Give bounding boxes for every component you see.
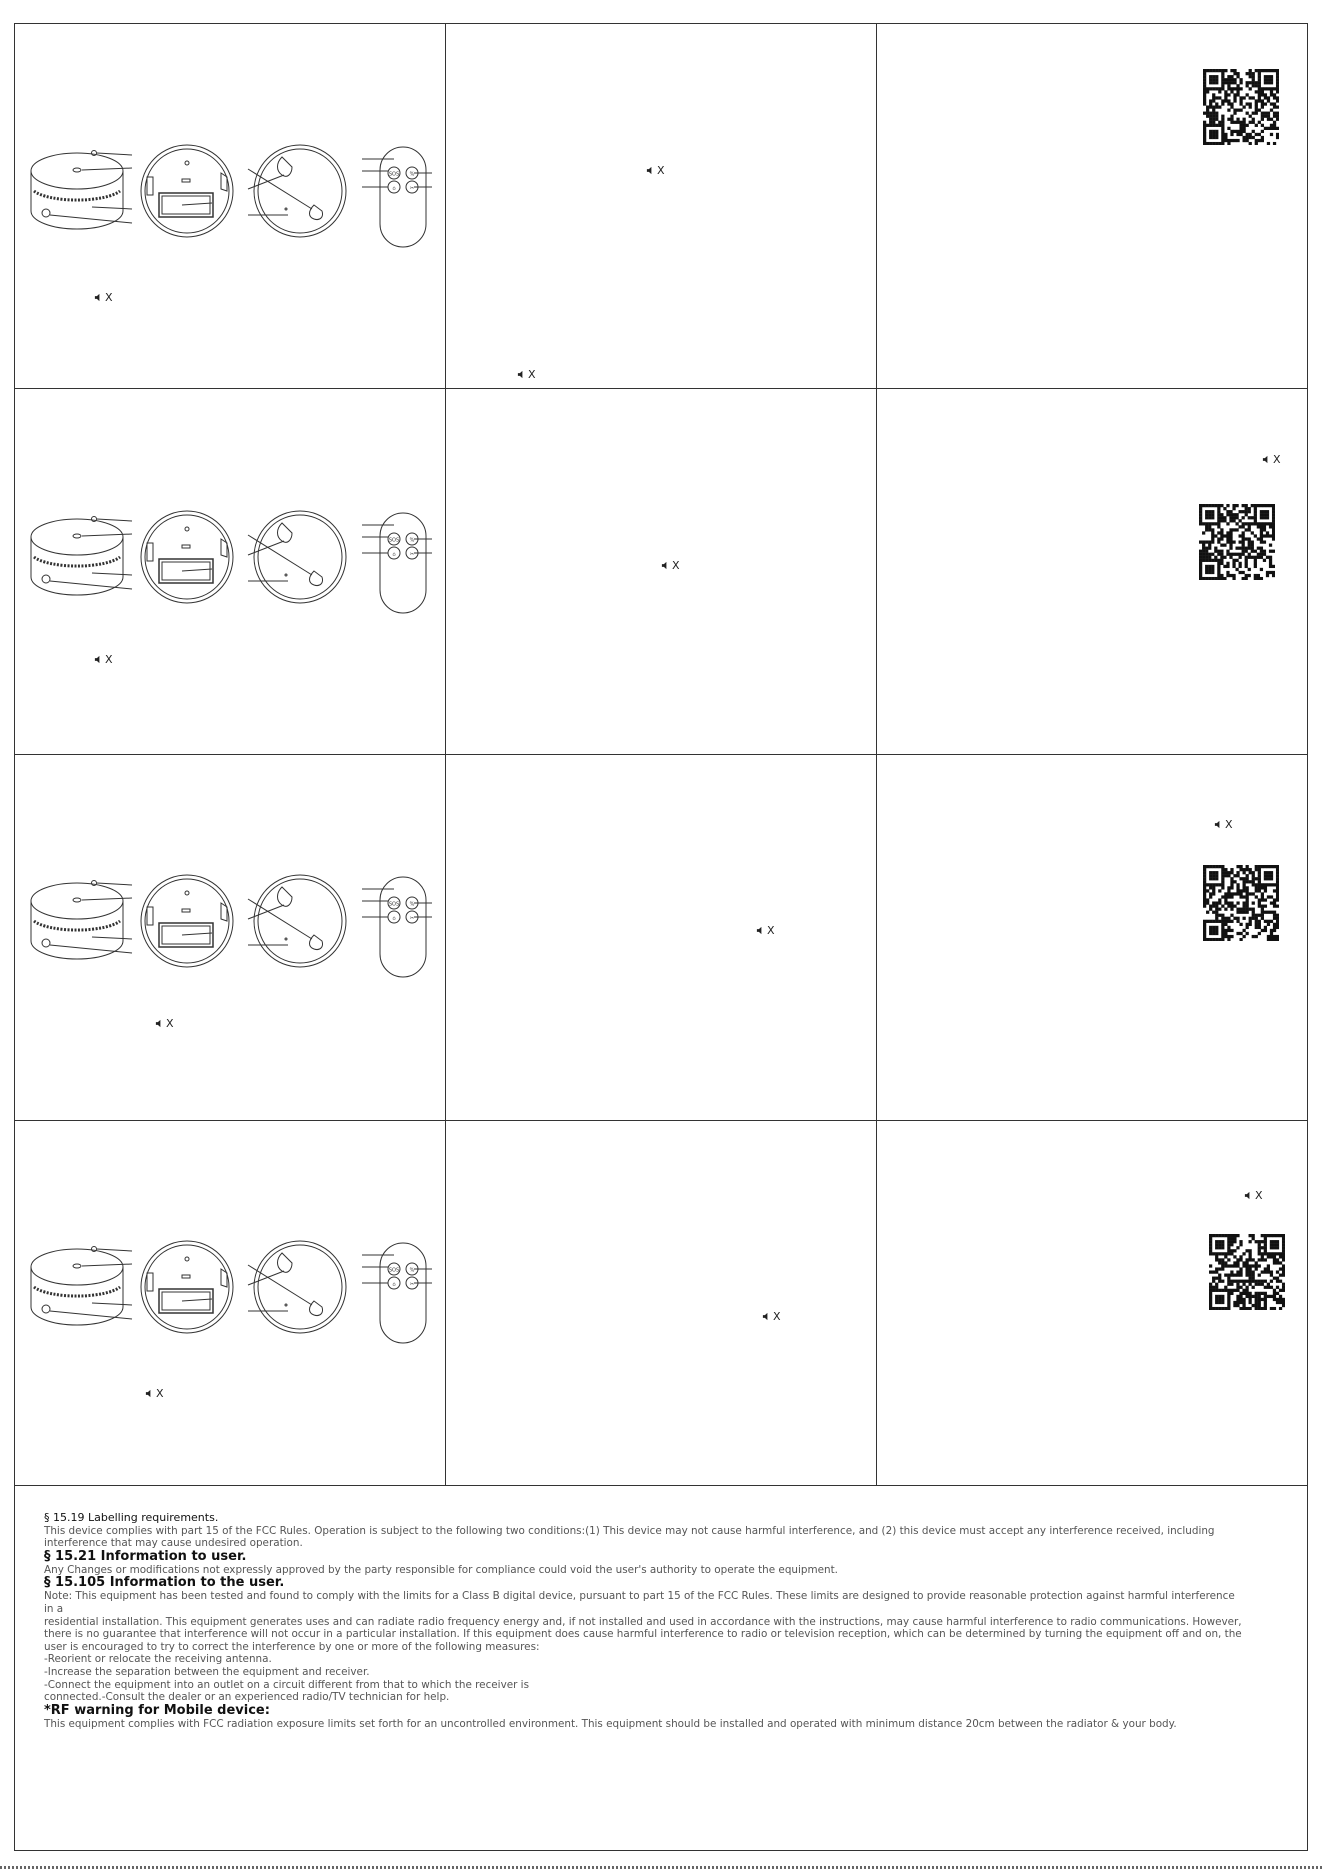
mute-label: X [657,164,665,177]
qr-code-icon [1199,504,1275,580]
svg-text:%: % [409,537,415,544]
svg-text:✂: ✂ [409,551,415,558]
panel-r4c3 [877,1121,1308,1486]
detector-back-view [141,511,233,603]
panel-r1c1 [14,23,446,389]
svg-text:✂: ✂ [409,185,415,192]
detector-back-view [141,875,233,967]
mute-indicator [94,653,113,666]
speaker-icon [94,655,103,664]
panel-r1c2 [446,23,877,389]
panel-r3c3 [877,755,1308,1121]
mute-indicator [1262,453,1281,466]
device-illustration [22,143,432,253]
speaker-icon [94,293,103,302]
speaker-icon [762,1312,771,1321]
svg-text:⌂: ⌂ [392,185,396,192]
mute-label: X [105,291,113,304]
svg-text:SOS: SOS [388,1267,400,1274]
mute-label: X [528,368,536,381]
device-illustration-svg [22,873,432,983]
mute-label: X [105,653,113,666]
fcc-15-21-heading: § 15.21 Information to user. [44,1548,247,1564]
mounting-plate-view [248,145,346,237]
device-illustration-svg [22,143,432,253]
remote-button [388,911,400,923]
cut-line [0,1866,1324,1869]
fcc-15-21-text: Any Changes or modifications not expressly approved by the party responsible for compliance could void the user's authority to operate the equipment. [44,1563,838,1576]
qr-code-icon [1203,69,1279,145]
detector-side-view [31,881,132,960]
speaker-icon [756,926,765,935]
speaker-icon [1244,1191,1253,1200]
svg-text:SOS: SOS [388,537,400,544]
mute-indicator [145,1387,164,1400]
svg-text:⌂: ⌂ [392,1281,396,1288]
panel-r2c1 [14,389,446,755]
remote-button [388,181,400,193]
panel-r2c2 [446,389,877,755]
device-illustration-svg [22,509,432,619]
speaker-icon [646,166,655,175]
mute-label: X [156,1387,164,1400]
mute-indicator [661,559,680,572]
rf-warning-text: This equipment complies with FCC radiation exposure limits set forth for an uncontrolled environment. This equipment should be installed and operated with minimum distance 20cm between the radiator & your body. [44,1717,1177,1730]
mounting-plate-view [248,511,346,603]
remote-button [388,547,400,559]
svg-text:✂: ✂ [409,915,415,922]
detector-back-view [141,1241,233,1333]
mute-label: X [773,1310,781,1323]
mute-indicator [94,291,113,304]
detector-back-view [141,145,233,237]
svg-text:⌂: ⌂ [392,915,396,922]
remote-control-view [362,147,432,247]
fcc-15-105-heading: § 15.105 Information to the user. [44,1575,285,1591]
fcc-statement [44,1512,1244,1730]
mute-label: X [1273,453,1281,466]
svg-text:%: % [409,171,415,178]
svg-text:%: % [409,1267,415,1274]
speaker-icon [145,1389,154,1398]
qr-code-icon [1209,1234,1285,1310]
detector-side-view [31,517,132,596]
mute-label: X [166,1017,174,1030]
device-illustration-svg [22,1239,432,1349]
mute-indicator [155,1017,174,1030]
device-illustration [22,873,432,983]
panel-r1c3 [877,23,1308,389]
panel-grid [14,23,1308,1486]
svg-text:✂: ✂ [409,1281,415,1288]
speaker-icon [1214,820,1223,829]
device-illustration [22,509,432,619]
mute-indicator [756,924,775,937]
remote-button [388,1263,400,1275]
fcc-15-19-heading: § 15.19 Labelling requirements. [44,1511,219,1524]
panel-r2c3 [877,389,1308,755]
mounting-plate-view [248,1241,346,1333]
mute-label: X [1225,818,1233,831]
svg-text:SOS: SOS [388,171,400,178]
svg-text:SOS: SOS [388,901,400,908]
mute-indicator [517,368,536,381]
panel-r4c1 [14,1121,446,1486]
mute-indicator [762,1310,781,1323]
speaker-icon [1262,455,1271,464]
panel-r4c2 [446,1121,877,1486]
remote-control-view [362,1243,432,1343]
mute-label: X [672,559,680,572]
mute-indicator [646,164,665,177]
panel-r3c1 [14,755,446,1121]
rf-warning-heading: *RF warning for Mobile device: [44,1702,270,1718]
remote-control-view [362,877,432,977]
fcc-15-19-text: This device complies with part 15 of the FCC Rules. Operation is subject to the following two conditions:(1) This device may not cause harmful interference, and (2) this device must accept any interference received, including interference that may cause undesired operation. [44,1524,1215,1550]
remote-button [388,533,400,545]
speaker-icon [517,370,526,379]
mute-label: X [767,924,775,937]
speaker-icon [661,561,670,570]
mute-indicator [1214,818,1233,831]
remote-button [388,1277,400,1289]
qr-code-icon [1203,865,1279,941]
mute-indicator [1244,1189,1263,1202]
panel-r3c2 [446,755,877,1121]
detector-side-view [31,151,132,230]
device-illustration [22,1239,432,1349]
mute-label: X [1255,1189,1263,1202]
speaker-icon [155,1019,164,1028]
remote-button [388,897,400,909]
svg-text:⌂: ⌂ [392,551,396,558]
mounting-plate-view [248,875,346,967]
remote-button [388,167,400,179]
svg-text:%: % [409,901,415,908]
remote-control-view [362,513,432,613]
detector-side-view [31,1247,132,1326]
fcc-15-105-text: Note: This equipment has been tested and found to comply with the limits for a Class B digital device, pursuant to part 15 of the FCC Rules. These limits are designed to provide reasonable protection against harmful interference in a residential installation. This equipment generates uses and can radiate radio frequency energy and, if not installed and used in accordance with the instructions, may cause harmful interference to radio communications. However, there is no guarantee that interference will not occur in a particular installation. If this equipment does cause harmful interference to radio or television reception, which can be determined by turning the equipment off and on, the user is encouraged to try to correct the interference by one or more of the following measures: -Reorient or relocate the receiving antenna. -Increase the separation between the equipment and receiver. -Connect the equipment into an outlet on a circuit different from that to which the receiver is connected.-Consult the dealer or an experienced radio/TV technician for help. [44,1590,1242,1704]
